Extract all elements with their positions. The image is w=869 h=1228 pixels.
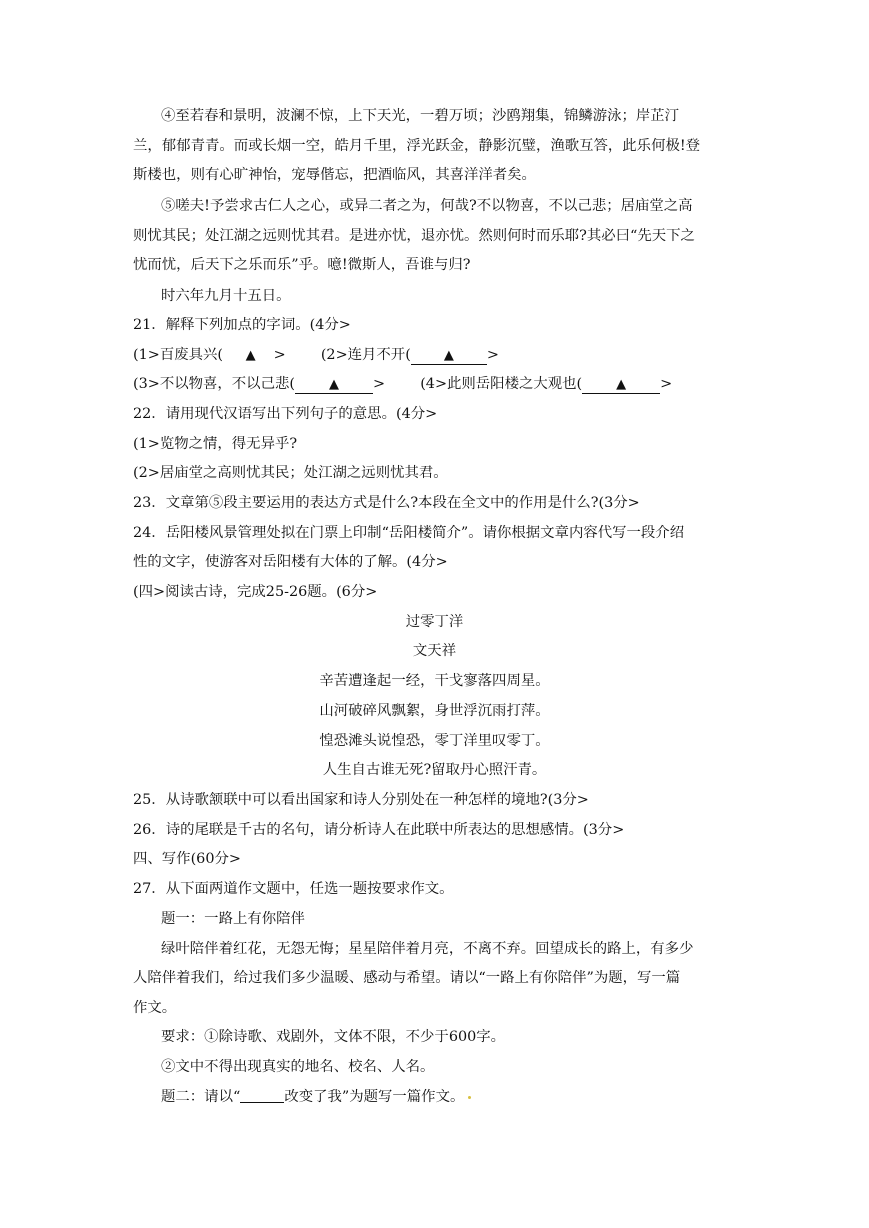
poem-line: 人生自古谁无死?留取丹心照汗青。 xyxy=(322,762,547,778)
topic-1-text: 人陪伴着我们，给过我们多少温暖、感动与希望。请以“一路上有你陪伴”为题，写一篇 xyxy=(133,970,681,986)
triangle-marker-icon: ▲ xyxy=(616,377,627,392)
triangle-marker-icon: ▲ xyxy=(328,377,339,392)
poem-line: 山河破碎风飘絮，身世浮沉雨打萍。 xyxy=(319,703,550,719)
answer-blank[interactable] xyxy=(295,376,373,394)
q21-item-4: (4>此则岳阳楼之大观也( xyxy=(420,376,583,392)
text-line: 兰，郁郁青青。而或长烟一空，皓月千里，浮光跃金，静影沉璧，渔歌互答，此乐何极!登 xyxy=(133,138,701,154)
passage-date: 时六年九月十五日。 xyxy=(161,288,291,304)
text-line: 则忧其民；处江湖之远则忧其君。是进亦忧，退亦忧。然则何时而乐耶?其必曰“先天下之 xyxy=(133,228,695,244)
q21-items-row-2: (3>不以物喜，不以己悲( ▲ > (4>此则岳阳楼之大观也( ▲ > xyxy=(133,376,673,392)
topic-1-title: 题一：一路上有你陪伴 xyxy=(161,911,305,927)
question-21: 21．解释下列加点的字词。(4分> xyxy=(133,317,351,333)
poem-line: 辛苦遭逢起一经，干戈寥落四周星。 xyxy=(319,673,550,689)
topic-2: 题二：请以“ 改变了我”为题写一篇作文。 xyxy=(161,1087,471,1107)
requirement-1: 要求：①除诗歌、戏剧外，文体不限，不少于600字。 xyxy=(161,1029,506,1045)
text-line: ④至若春和景明，波澜不惊，上下天光，一碧万顷；沙鸥翔集，锦鳞游泳；岸芷汀 xyxy=(161,108,680,124)
text-line: 忧而忧，后天下之乐而乐”乎。噫!微斯人，吾谁与归? xyxy=(133,257,471,273)
topic-1-text: 作文。 xyxy=(133,1000,177,1016)
writing-heading: 四、写作(60分> xyxy=(133,851,241,867)
question-27: 27．从下面两道作文题中，任选一题按要求作文。 xyxy=(133,881,454,897)
text-line: ⑤嗟夫!予尝求古仁人之心，或异二者之为，何哉?不以物喜，不以己悲；居庙堂之高 xyxy=(161,198,693,214)
q22-sentence-2: (2>居庙堂之高则忧其民；处江湖之远则忧其君。 xyxy=(133,465,448,481)
title-blank[interactable] xyxy=(240,1088,284,1103)
question-22: 22．请用现代汉语写出下列句子的意思。(4分> xyxy=(133,406,438,422)
answer-blank[interactable] xyxy=(582,376,660,394)
section-4-heading: (四>阅读古诗，完成25-26题。(6分> xyxy=(133,584,378,600)
poem-author: 文天祥 xyxy=(412,643,457,659)
poem-title: 过零丁洋 xyxy=(405,614,464,630)
q21-items-row-1: (1>百废具兴( ▲ > (2>连月不开( ▲ > xyxy=(133,347,499,363)
answer-blank[interactable] xyxy=(411,347,487,365)
answer-blank[interactable] xyxy=(228,347,274,364)
q22-sentence-1: (1>览物之情，得无异乎? xyxy=(133,436,298,452)
triangle-marker-icon: ▲ xyxy=(443,348,454,363)
topic-1-text: 绿叶陪伴着红花，无怨无悔；星星陪伴着月亮，不离不弃。回望成长的路上，有多少 xyxy=(161,941,694,957)
question-25: 25．从诗歌颔联中可以看出国家和诗人分别处在一种怎样的境地?(3分> xyxy=(133,792,589,808)
question-23: 23．文章第⑤段主要运用的表达方式是什么?本段在全文中的作用是什么?(3分> xyxy=(133,495,640,511)
requirement-2: ②文中不得出现真实的地名、校名、人名。 xyxy=(161,1059,435,1075)
q21-item-2: (2>连月不开( xyxy=(320,347,411,363)
poem-line: 惶恐滩头说惶恐，零丁洋里叹零丁。 xyxy=(319,733,550,749)
question-24: 24．岳阳楼风景管理处拟在门票上印制“岳阳楼简介”。请你根据文章内容代写一段介绍 xyxy=(133,525,685,541)
question-24-cont: 性的文字，使游客对岳阳楼有大体的了解。(4分> xyxy=(133,554,448,570)
q21-item-3: (3>不以物喜，不以己悲( xyxy=(133,376,295,392)
dot-mark-icon xyxy=(468,1096,471,1099)
triangle-marker-icon: ▲ xyxy=(245,348,256,363)
q21-item-1: (1>百废具兴( xyxy=(133,347,224,363)
question-26: 26．诗的尾联是千古的名句，请分析诗人在此联中所表达的思想感情。(3分> xyxy=(133,822,625,838)
text-line: 斯楼也，则有心旷神怡，宠辱偕忘，把酒临风，其喜洋洋者矣。 xyxy=(133,167,536,183)
